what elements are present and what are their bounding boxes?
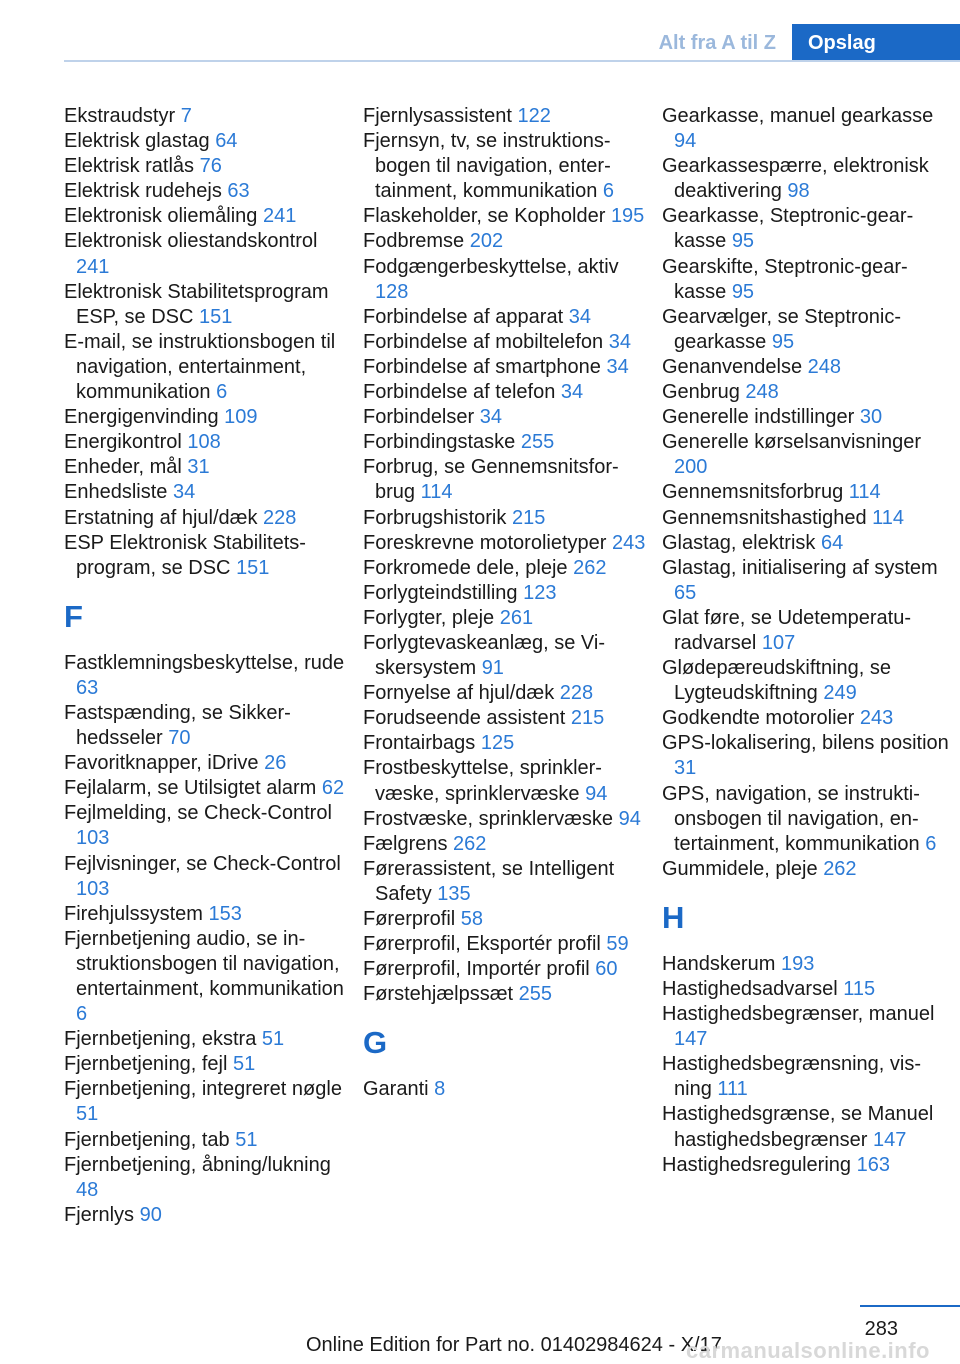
page-reference-link[interactable]: 107 xyxy=(761,631,796,654)
index-term: ESP Elektronisk Stabilitetsprogram, se DSC xyxy=(64,531,306,579)
index-term: Fjernbetjening, tab xyxy=(64,1128,230,1151)
index-term: Garanti xyxy=(363,1078,429,1101)
index-entry xyxy=(662,104,952,154)
index-entry xyxy=(662,706,952,731)
page-reference-link[interactable]: 8 xyxy=(434,1078,446,1101)
page-reference-link[interactable]: 108 xyxy=(187,431,221,454)
page-reference-link[interactable]: 63 xyxy=(76,676,99,699)
page-reference-link[interactable]: 228 xyxy=(559,682,594,705)
index-term: Førerprofil, Eksportér profil xyxy=(363,933,601,956)
index-column-1 xyxy=(64,104,346,1228)
page-reference-link[interactable]: 31 xyxy=(187,456,210,479)
index-term: Forbindelse af telefon xyxy=(363,381,556,404)
page-reference-link[interactable]: 243 xyxy=(859,707,894,730)
index-entry xyxy=(64,430,346,455)
index-term: Elektrisk ratlås xyxy=(64,155,195,178)
page-reference-link[interactable]: 151 xyxy=(236,556,270,579)
page-reference-link[interactable]: 128 xyxy=(375,280,409,303)
index-term: Forlygteindstilling xyxy=(363,581,518,604)
index-entry xyxy=(64,902,346,927)
page-reference-link[interactable]: 262 xyxy=(823,857,857,880)
index-term: Forbindelser xyxy=(363,406,475,429)
index-term: Hastighedsbegrænser, manuel xyxy=(662,1003,935,1026)
index-entry xyxy=(64,1203,346,1228)
page-reference-link[interactable]: 94 xyxy=(618,807,641,830)
index-entry xyxy=(363,556,648,581)
index-term: Godkendte motorolier xyxy=(662,707,855,730)
page-reference-link[interactable]: 31 xyxy=(674,757,697,780)
index-term: Glastag, initialisering af system xyxy=(662,556,938,579)
index-term: Foreskrevne motorolietyper xyxy=(363,531,607,554)
index-entry xyxy=(363,907,648,932)
index-entry xyxy=(64,651,346,701)
index-entry xyxy=(662,731,952,781)
index-entry xyxy=(662,255,952,305)
index-term: Generelle kørselsanvisninger xyxy=(662,431,922,454)
page-reference-link[interactable]: 7 xyxy=(180,105,192,127)
index-term: Gennemsnitshastighed xyxy=(662,506,867,529)
page-reference-link[interactable]: 215 xyxy=(570,707,605,730)
page-reference-link[interactable]: 98 xyxy=(787,180,810,203)
index-term: Gummidele, pleje xyxy=(662,857,818,880)
page-reference-link[interactable]: 248 xyxy=(807,355,842,378)
index-term: Forbindelse af apparat xyxy=(363,305,564,328)
index-column-3 xyxy=(662,104,952,1178)
index-entry xyxy=(64,506,346,531)
index-entry xyxy=(64,455,346,480)
index-entry xyxy=(64,701,346,751)
index-term: Gearkasse, manuel gearkasse xyxy=(662,105,934,127)
index-column-2 xyxy=(363,104,648,1102)
index-term: Glødepæreudskiftning, se Lygteudskiftning xyxy=(662,657,892,705)
index-entry xyxy=(64,405,346,430)
page-reference-link[interactable]: 109 xyxy=(224,406,258,429)
index-entry xyxy=(363,255,648,305)
page-reference-link[interactable]: 62 xyxy=(321,777,345,800)
page-reference-link[interactable]: 163 xyxy=(856,1153,890,1176)
index-entry xyxy=(363,129,648,204)
index-entry xyxy=(64,330,346,405)
page-reference-link[interactable]: 64 xyxy=(820,531,844,554)
index-term: Genbrug xyxy=(662,381,740,404)
index-entry xyxy=(363,380,648,405)
index-entry xyxy=(662,1052,952,1102)
page-reference-link[interactable]: 76 xyxy=(199,155,222,178)
index-term: Gearkassespærre, elektronisk deaktivering xyxy=(662,155,929,203)
section-tab[interactable]: Alt fra A til Z xyxy=(643,24,792,62)
page-reference-link[interactable]: 103 xyxy=(76,877,110,900)
index-term: Glat føre, se Udetemperaturadvarsel xyxy=(662,606,911,654)
index-term: Handskerum xyxy=(662,952,776,975)
index-term: Genanvendelse xyxy=(662,355,803,378)
index-entry xyxy=(64,129,346,154)
index-entry xyxy=(662,857,952,882)
active-tab[interactable]: Opslag xyxy=(792,24,960,62)
page-reference-link[interactable]: 51 xyxy=(233,1053,256,1076)
index-term: Hastighedsbegrænsning, visning xyxy=(662,1053,922,1101)
page-reference-link[interactable]: 103 xyxy=(76,827,110,850)
index-term: Gearvælger, se Steptronic-gearkasse xyxy=(662,305,901,353)
page-reference-link[interactable]: 30 xyxy=(859,406,883,429)
index-term: GPS-lokalisering, bilens position xyxy=(662,732,949,755)
page-reference-link[interactable]: 243 xyxy=(612,531,646,554)
index-term: Forbindingstaske xyxy=(363,431,516,454)
header-divider xyxy=(64,60,960,62)
page-reference-link[interactable]: 48 xyxy=(76,1178,99,1201)
page-reference-link[interactable]: 58 xyxy=(460,908,484,930)
index-entry xyxy=(64,1153,346,1203)
index-entry xyxy=(363,455,648,505)
page-reference-link[interactable]: 94 xyxy=(585,782,608,805)
index-term: Fejlmelding, se Check-Control xyxy=(64,802,332,825)
index-entry xyxy=(363,932,648,957)
index-entry xyxy=(662,480,952,505)
section-letter: G xyxy=(363,1025,388,1061)
index-entry xyxy=(64,104,346,129)
index-entry xyxy=(662,952,952,977)
page-reference-link[interactable]: 255 xyxy=(520,431,555,454)
index-term: Forlygter, pleje xyxy=(363,606,495,629)
index-term: Enhedsliste xyxy=(64,481,168,504)
page-reference-link[interactable]: 114 xyxy=(872,506,905,529)
index-entry xyxy=(363,355,648,380)
index-term: Førerassistent, se Intelligent Safety xyxy=(363,857,615,905)
index-entry xyxy=(363,731,648,756)
index-term: Energikontrol xyxy=(64,431,182,454)
index-entry xyxy=(64,229,346,279)
page-reference-link[interactable]: 153 xyxy=(208,902,242,925)
page-reference-link[interactable]: 147 xyxy=(873,1128,907,1151)
index-entry xyxy=(363,706,648,731)
index-term: Fastklemningsbeskyttelse, rude xyxy=(64,651,345,674)
index-entry xyxy=(64,852,346,902)
index-entry xyxy=(662,204,952,254)
index-term: Energigenvinding xyxy=(64,406,219,429)
page-reference-link[interactable]: 123 xyxy=(523,581,557,604)
index-term: Hastighedsregulering xyxy=(662,1153,852,1176)
index-entry xyxy=(363,957,648,982)
index-term: Fornyelse af hjul/dæk xyxy=(363,682,555,705)
index-term: Ekstraudstyr xyxy=(64,105,176,127)
page-reference-link[interactable]: 122 xyxy=(517,105,551,127)
footer-divider xyxy=(860,1305,960,1307)
page-reference-link[interactable]: 34 xyxy=(479,406,502,429)
page-reference-link[interactable]: 135 xyxy=(437,882,471,905)
index-entry xyxy=(64,531,346,581)
index-term: Fastspænding, se Sikkerhedsseler xyxy=(64,701,291,750)
index-entry xyxy=(64,1128,346,1153)
index-term: Fodgængerbeskyttelse, aktiv xyxy=(363,255,619,278)
index-entry xyxy=(64,927,346,1027)
page-header xyxy=(643,24,960,62)
index-term: Glastag, elektrisk xyxy=(662,531,816,554)
index-term: Fejlalarm, se Utilsigtet alarm xyxy=(64,777,317,800)
index-term: Erstatning af hjul/dæk xyxy=(64,506,258,529)
index-entry xyxy=(363,229,648,254)
index-entry xyxy=(64,1052,346,1077)
index-entry xyxy=(662,380,952,405)
page-reference-link[interactable]: 95 xyxy=(731,280,755,303)
index-term: Favoritknapper, iDrive xyxy=(64,752,259,775)
index-term: Gearkasse, Steptronic-gearkasse xyxy=(662,205,914,253)
index-entry xyxy=(363,631,648,681)
index-entry xyxy=(64,204,346,229)
index-entry xyxy=(662,1002,952,1052)
index-entry xyxy=(662,506,952,531)
index-entry xyxy=(363,405,648,430)
index-entry xyxy=(662,1153,952,1178)
index-entry xyxy=(363,581,648,606)
page-reference-link[interactable]: 6 xyxy=(602,180,615,203)
page-reference-link[interactable]: 95 xyxy=(731,230,755,253)
edition-note: Online Edition for Part no. 01402984624 - X/17 xyxy=(306,1334,722,1356)
index-term: Fodbremse xyxy=(363,230,465,253)
index-term: Generelle indstillinger xyxy=(662,406,855,429)
page-reference-link[interactable]: 64 xyxy=(215,130,238,153)
index-entry xyxy=(662,531,952,556)
index-entry xyxy=(363,606,648,631)
index-term: Frostbeskyttelse, sprinklervæske, sprinklervæske xyxy=(363,757,602,805)
index-term: Elektrisk glastag xyxy=(64,130,210,153)
index-term: Frontairbags xyxy=(363,732,476,755)
page-reference-link[interactable]: 262 xyxy=(573,556,607,579)
index-entry xyxy=(64,179,346,204)
index-entry xyxy=(363,506,648,531)
index-term: Hastighedsgrænse, se Manuel hastighedsbegrænser xyxy=(662,1103,934,1151)
page-reference-link[interactable]: 34 xyxy=(172,481,196,504)
page-reference-link[interactable]: 249 xyxy=(823,682,857,705)
index-term: Gennemsnitsforbrug xyxy=(662,481,844,504)
index-term: Fjernbetjening, åbning/​lukning xyxy=(64,1153,331,1176)
page-reference-link[interactable]: 261 xyxy=(499,606,534,629)
index-term: Firehjulssystem xyxy=(64,902,203,925)
index-entry xyxy=(662,405,952,430)
index-term: Hastighedsadvarsel xyxy=(662,978,838,1000)
page-reference-link[interactable]: 262 xyxy=(453,832,487,855)
index-entry xyxy=(64,480,346,505)
page-reference-link[interactable]: 59 xyxy=(606,933,629,956)
page-reference-link[interactable]: 114 xyxy=(420,481,453,504)
page-reference-link[interactable]: 241 xyxy=(262,205,297,228)
index-term: Frostvæske, sprinklervæske xyxy=(363,807,614,830)
index-term: Fjernbetjening, fejl xyxy=(64,1053,228,1076)
section-letter: H xyxy=(662,899,685,935)
index-entry xyxy=(64,801,346,851)
page-reference-link[interactable]: 63 xyxy=(227,180,250,203)
page-reference-link[interactable]: 60 xyxy=(595,958,618,981)
page-reference-link[interactable]: 34 xyxy=(608,330,631,353)
page-reference-link[interactable]: 248 xyxy=(745,381,779,404)
index-entry xyxy=(662,355,952,380)
index-entry xyxy=(64,154,346,179)
index-term: E-mail, se instruktionsbogen til navigation, entertainment, kommunikation xyxy=(64,330,336,404)
index-entry xyxy=(662,430,952,480)
page-number: 283 xyxy=(864,1318,898,1340)
index-entry xyxy=(363,204,648,229)
index-entry xyxy=(363,832,648,857)
index-term: Enheder, mål xyxy=(64,456,182,479)
index-term: Fjernbetjening, ekstra xyxy=(64,1028,257,1051)
page-reference-link[interactable]: 34 xyxy=(606,355,629,378)
index-entry xyxy=(363,104,648,129)
index-entry xyxy=(363,531,648,556)
section-letter: F xyxy=(64,598,83,634)
page-reference-link[interactable]: 95 xyxy=(771,330,795,353)
index-term: Fejlvisninger, se Check-Control xyxy=(64,852,341,875)
page-reference-link[interactable]: 193 xyxy=(780,952,815,975)
index-entry xyxy=(363,1077,648,1102)
page-reference-link[interactable]: 6 xyxy=(925,832,937,855)
index-entry xyxy=(662,1102,952,1152)
index-term: Fjernlys xyxy=(64,1203,135,1226)
page-reference-link[interactable]: 202 xyxy=(469,230,504,253)
index-entry xyxy=(363,330,648,355)
page-reference-link[interactable]: 241 xyxy=(76,255,110,278)
index-entry xyxy=(662,556,952,606)
index-term: Fjernsyn, tv, se instruktionsbogen til navigation, entertainment, kommunikation xyxy=(363,130,611,203)
index-entry xyxy=(662,977,952,1002)
index-term: Førerprofil xyxy=(363,908,456,930)
page-reference-link[interactable]: 228 xyxy=(263,506,297,529)
page-reference-link[interactable]: 34 xyxy=(560,381,584,404)
page-reference-link[interactable]: 255 xyxy=(518,983,552,1006)
page-reference-link[interactable]: 51 xyxy=(261,1028,285,1051)
page-reference-link[interactable]: 70 xyxy=(168,727,191,750)
index-entry xyxy=(64,1077,346,1127)
index-entry xyxy=(662,656,952,706)
page-reference-link[interactable]: 200 xyxy=(674,456,708,479)
index-entry xyxy=(64,280,346,330)
index-entry xyxy=(662,305,952,355)
page-reference-link[interactable]: 125 xyxy=(480,732,515,755)
page-reference-link[interactable]: 115 xyxy=(843,978,876,1000)
index-term: Forbindelse af smartphone xyxy=(363,355,601,378)
index-term: Forudseende assistent xyxy=(363,707,566,730)
index-entry xyxy=(662,154,952,204)
page-reference-link[interactable]: 6 xyxy=(76,1003,88,1026)
index-entry xyxy=(64,751,346,776)
index-term: Elektrisk rudehejs xyxy=(64,180,222,203)
index-term: Forlygtevaskeanlæg, se Viskersystem xyxy=(363,631,605,680)
page-reference-link[interactable]: 6 xyxy=(216,381,228,404)
page-reference-link[interactable]: 215 xyxy=(511,506,546,529)
index-entry xyxy=(662,782,952,857)
watermark: carmanualsonline.info xyxy=(686,1338,930,1363)
page-reference-link[interactable]: 34 xyxy=(568,305,591,328)
index-entry xyxy=(662,606,952,656)
index-entry xyxy=(363,756,648,806)
index-term: Flaskeholder, se Kopholder xyxy=(363,205,606,228)
page-reference-link[interactable]: 147 xyxy=(674,1028,708,1051)
index-term: Forbindelse af mobiltelefon xyxy=(363,330,604,353)
page-reference-link[interactable]: 91 xyxy=(481,657,504,680)
index-term: Gearskifte, Steptronic-gearkasse xyxy=(662,255,908,303)
index-term: Forbrugshistorik xyxy=(363,506,507,529)
page-reference-link[interactable]: 195 xyxy=(610,205,645,228)
page-reference-link[interactable]: 114 xyxy=(848,481,881,504)
index-term: Fjernbetjening audio, se instruktionsbogen til navigation, entertainment, kommunikation xyxy=(64,927,344,1000)
index-term: Fjernbetjening, integreret nøgle xyxy=(64,1078,342,1101)
index-term: Fjernlysassistent xyxy=(363,105,512,127)
page-reference-link[interactable]: 151 xyxy=(199,305,233,328)
index-term: Fælgrens xyxy=(363,832,448,855)
index-entry xyxy=(64,1027,346,1052)
index-term: Elektronisk oliemåling xyxy=(64,205,258,228)
page-reference-link[interactable]: 65 xyxy=(674,581,697,604)
index-entry xyxy=(363,681,648,706)
index-term: Førstehjælpssæt xyxy=(363,983,514,1006)
page-reference-link[interactable]: 51 xyxy=(235,1128,258,1151)
index-term: GPS, navigation, se instruktionsbogen til navigation, entertainment, kommunikation xyxy=(662,782,920,855)
index-entry xyxy=(64,776,346,801)
page-reference-link[interactable]: 90 xyxy=(139,1203,162,1226)
page-reference-link[interactable]: 26 xyxy=(264,752,287,775)
index-term: Forbrug, se Gennemsnitsforbrug xyxy=(363,456,619,504)
index-entry xyxy=(363,305,648,330)
index-term: Elektronisk Stabilitetsprogram ESP, se DSC xyxy=(64,280,329,328)
index-entry xyxy=(363,430,648,455)
index-entry xyxy=(363,807,648,832)
index-term: Førerprofil, Importér profil xyxy=(363,958,590,981)
index-term: Forkromede dele, pleje xyxy=(363,556,568,579)
index-entry xyxy=(363,982,648,1007)
page-reference-link[interactable]: 94 xyxy=(674,130,697,153)
page-reference-link[interactable]: 51 xyxy=(76,1103,99,1126)
page-reference-link[interactable]: 111 xyxy=(717,1078,748,1101)
index-term: Elektronisk oliestandskontrol xyxy=(64,230,318,253)
index-entry xyxy=(363,857,648,907)
